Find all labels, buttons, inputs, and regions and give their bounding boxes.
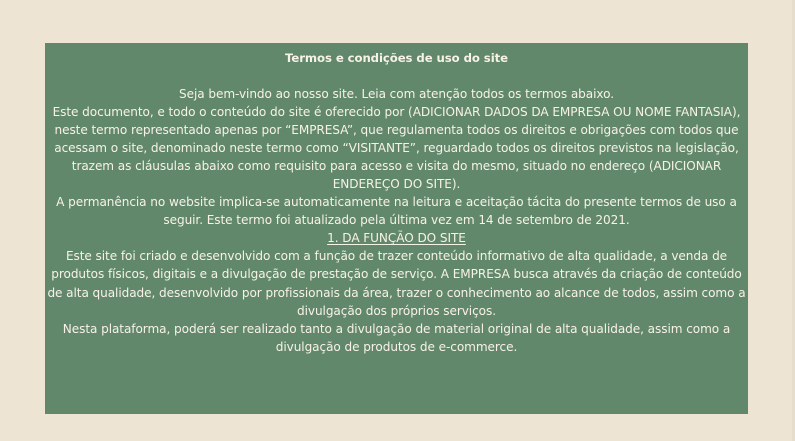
section-function-paragraph-2: Nesta plataforma, poderá ser realizado tanto a divulgação de material original de alta qualidade, assim como a divulgação de produtos de e-commerce. bbox=[62, 321, 731, 354]
terms-paragraph-1: Este documento, e todo o conteúdo do site é oferecido por (ADICIONAR DADOS DA EMPRESA OU NOME FANTASIA), neste termo representado apenas por “EMPRESA”, que regulamenta todos os direitos e obrigações com todos que acessam o site, denominado neste termo como “VISITANTE”, reguardado todos os direitos previstos na legislação, trazem as cláusulas abaixo como requisito para acesso e visita do mesmo, situado no endereço (ADICIONAR ENDEREÇO DO SITE). bbox=[52, 105, 741, 192]
terms-paragraph-2: A permanência no website implica-se automaticamente na leitura e aceitação tácita do presente termos de uso a seguir. Este termo foi atualizado pela última vez em 14 de setembro de 2021. bbox=[56, 195, 737, 228]
terms-panel bbox=[45, 43, 748, 414]
section-heading-function: 1. DA FUNÇÃO DO SITE bbox=[327, 231, 466, 246]
spacer-line bbox=[45, 67, 748, 85]
terms-title: Termos e condições de uso do site bbox=[285, 51, 508, 65]
welcome-text: Seja bem-vindo ao nosso site. Leia com atenção todos os termos abaixo. bbox=[179, 87, 614, 101]
section-function-paragraph-1: Este site foi criado e desenvolvido com a função de trazer conteúdo informativo de alta qualidade, a venda de produtos físicos, digitais e a divulgação de prestação de serviço. A EMPRESA busca através da criação de conteúdo de alta qualidade, desenvolvido por profissionais da área, trazer o conhecimento ao alcance de todos, assim como a divulgação dos próprios serviços. bbox=[47, 249, 746, 318]
